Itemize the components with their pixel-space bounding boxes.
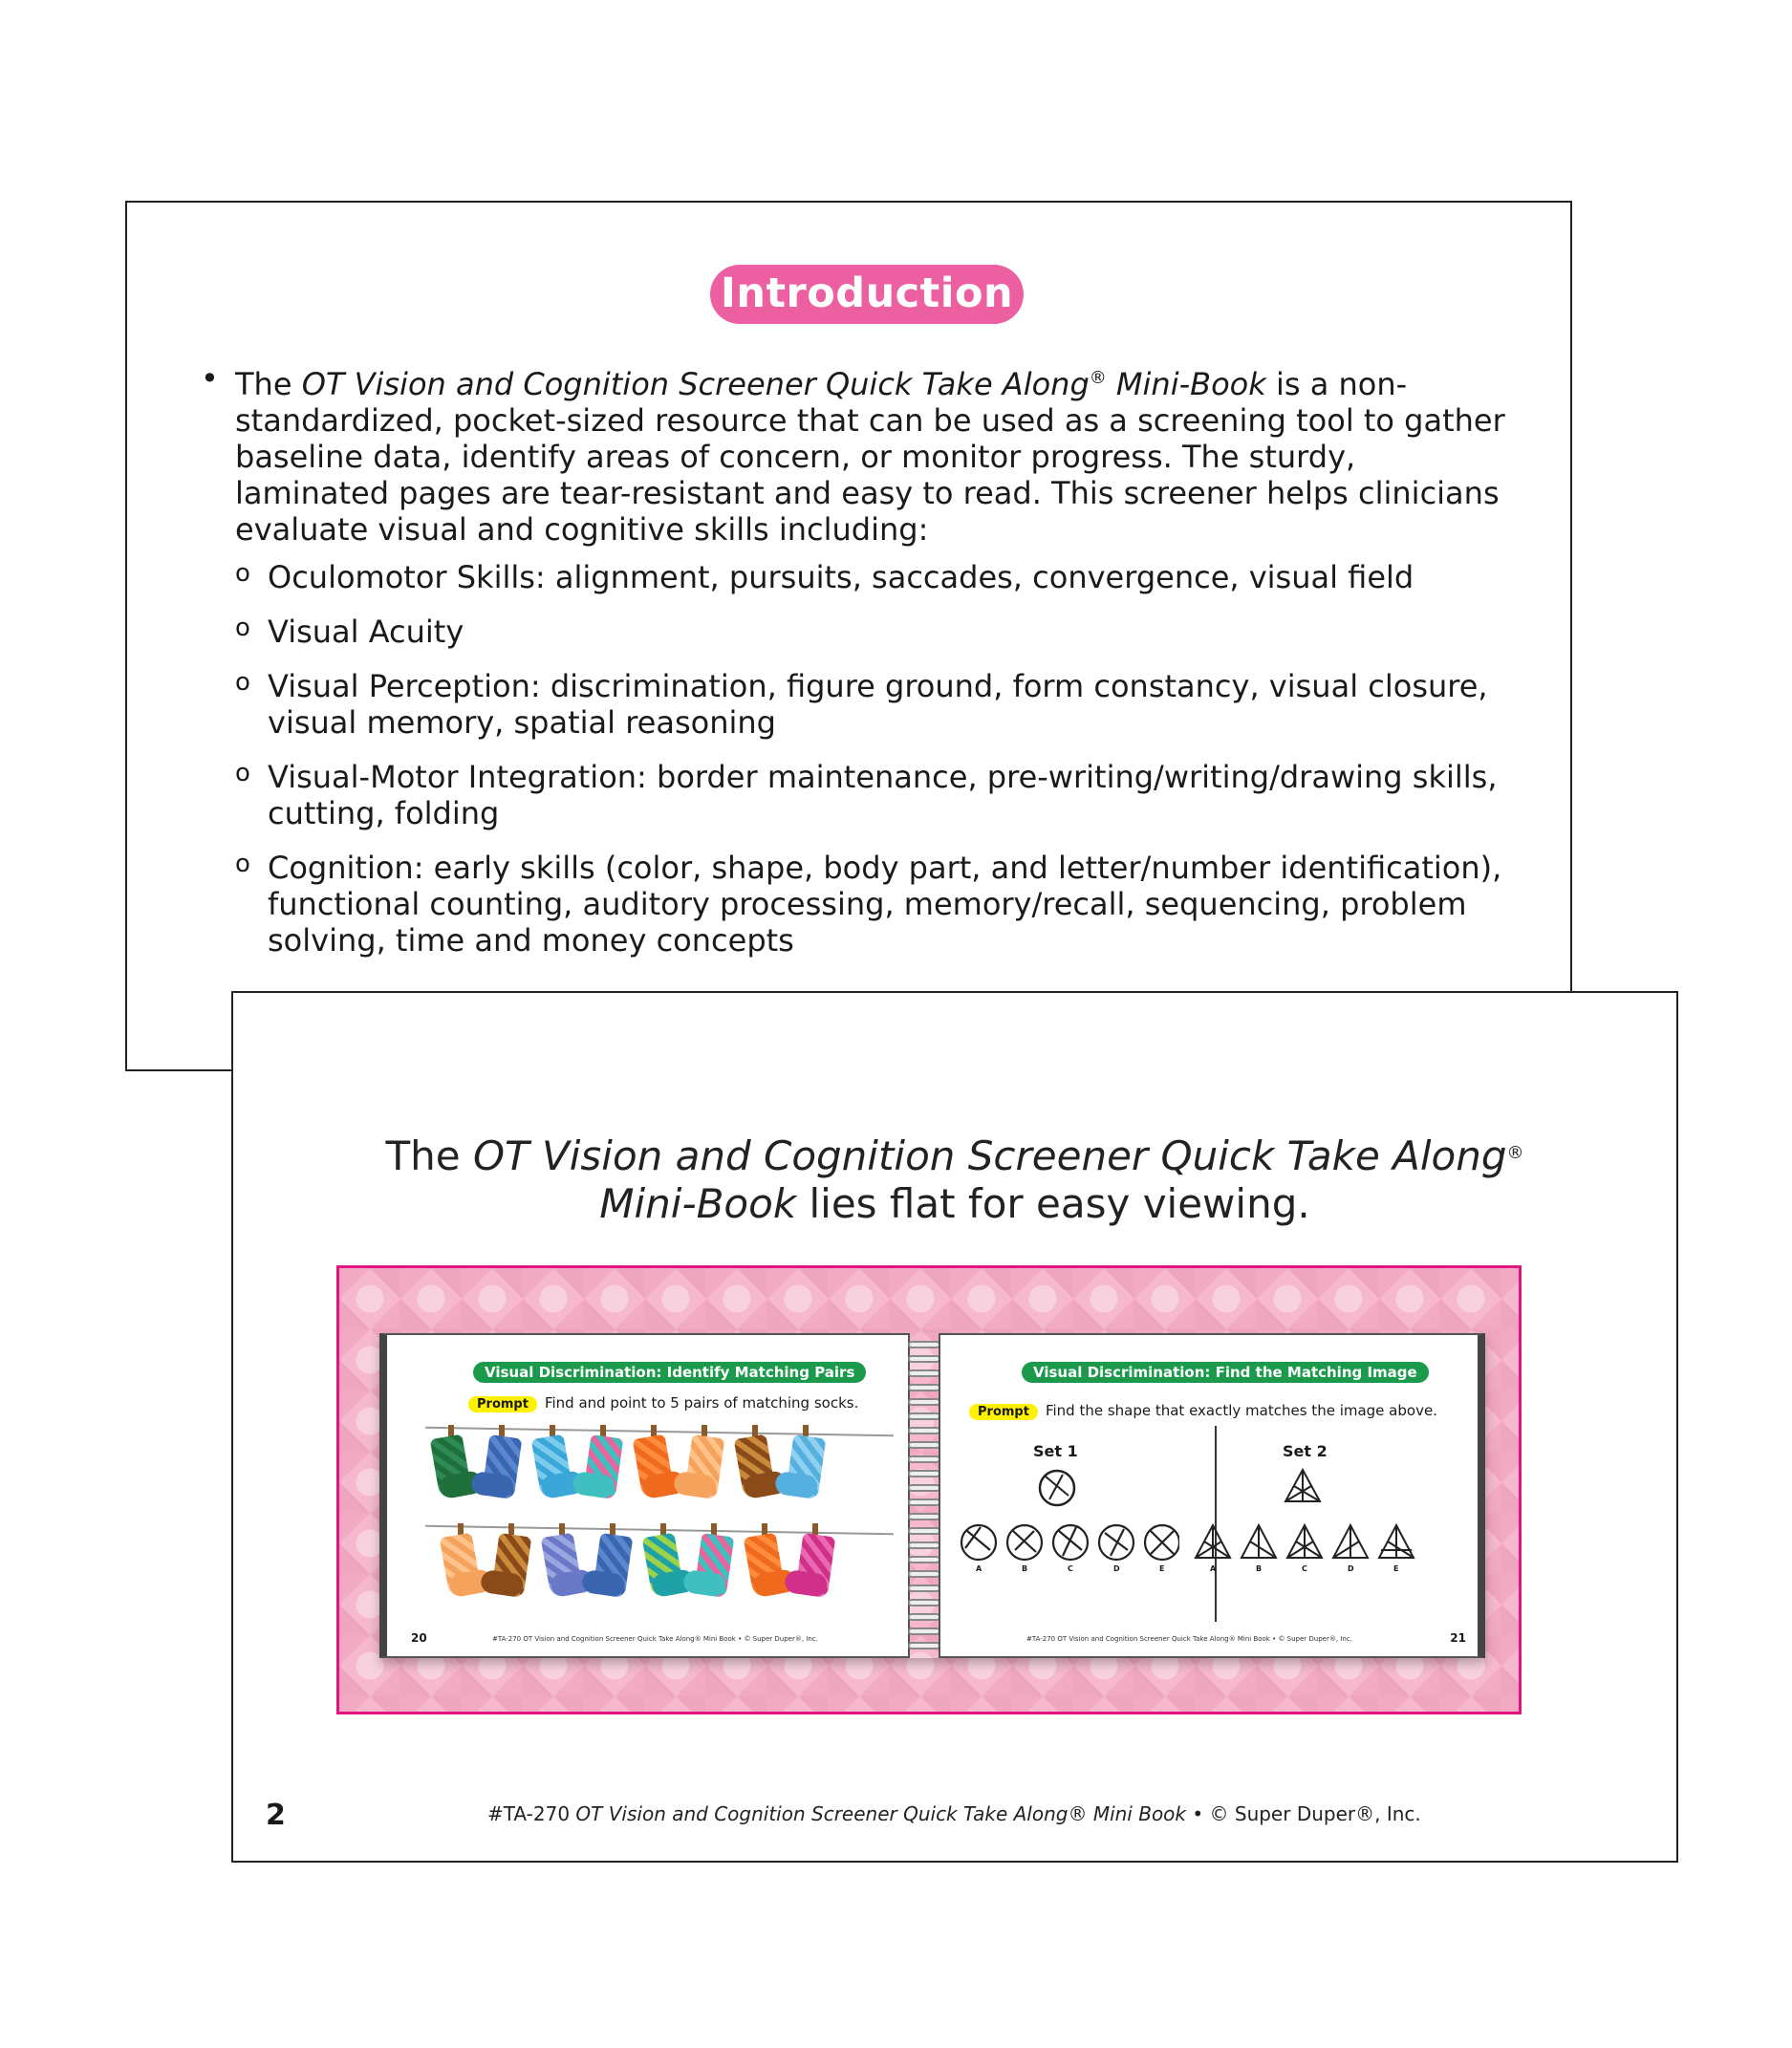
spiral-ring [908, 1455, 940, 1463]
product-title: OT Vision and Cognition Screener Quick Take Along [301, 366, 1090, 402]
sub-bullet-icon: o [235, 668, 250, 697]
option-letter: B [1022, 1564, 1028, 1573]
option-letter: C [1302, 1564, 1307, 1573]
introduction-body [201, 360, 1506, 977]
bullet-icon: • [201, 360, 219, 397]
introduction-card [125, 201, 1572, 1071]
spiral-ring [908, 1441, 940, 1449]
left-page-tag: Visual Discrimination: Identify Matching Pairs [473, 1362, 866, 1383]
option-letter: E [1393, 1564, 1399, 1573]
prompt-label: Prompt [468, 1396, 537, 1412]
feature-headline: The OT Vision and Cognition Screener Quick Take Along® Mini-Book lies flat for easy viewing. [385, 1132, 1524, 1227]
option-letter: C [1068, 1564, 1073, 1573]
set-2-options [1194, 1521, 1423, 1563]
option-letter: A [1210, 1564, 1217, 1573]
set-1-label: Set 1 [1033, 1442, 1078, 1460]
skill-item: o Visual-Motor Integration: border maintenance, pre-writing/writing/drawing skills, cutting, folding [235, 759, 1506, 831]
set-2-label: Set 2 [1283, 1442, 1328, 1460]
sub-bullet-icon: o [235, 559, 250, 588]
page-number-left: 20 [411, 1631, 427, 1645]
spiral-ring [908, 1498, 940, 1506]
right-page-footer: #TA-270 OT Vision and Cognition Screener Quick Take Along® Mini Book • © Super Duper®, Inc. [1026, 1635, 1352, 1643]
option-letter: E [1159, 1564, 1165, 1573]
spiral-ring [908, 1541, 940, 1549]
option-letter: B [1256, 1564, 1263, 1573]
sock [531, 1434, 574, 1500]
spiral-ring [908, 1628, 940, 1635]
clothesline [425, 1525, 894, 1536]
skill-item: o Cognition: early skills (color, shape, body part, and letter/number identification), functional counting, auditory processing, memory/recall, sequencing, problem solving, time and money concepts [235, 850, 1506, 959]
spiral-ring [908, 1556, 940, 1563]
book-page-right [939, 1333, 1485, 1658]
spiral-ring [908, 1384, 940, 1391]
book-page-left [379, 1333, 910, 1658]
option-letter: D [1348, 1564, 1354, 1573]
sock [491, 1533, 532, 1598]
intro-paragraph: • The OT Vision and Cognition Screener Quick Take Along® Mini-Book is a non-standardized, pocket-sized resource that can be used as a screening tool to gather baseline data, identify areas of concern, or monitor progress. The sturdy, laminated pages are tear-resistant and easy to read. This screener helps clinicians evaluate visual and cognitive skills including: [201, 360, 1505, 548]
page-number: 2 [266, 1799, 286, 1832]
sub-bullet-icon: o [235, 850, 250, 878]
sock [482, 1434, 523, 1499]
set-2-target-shape [1283, 1467, 1323, 1505]
option-letter: D [1113, 1564, 1120, 1573]
introduction-heading: Introduction [710, 265, 1024, 324]
spiral-ring [908, 1355, 940, 1363]
spiral-ring [908, 1470, 940, 1477]
spiral-ring [908, 1412, 940, 1420]
book-photo [336, 1265, 1522, 1714]
spiral-ring [908, 1513, 940, 1520]
spiral-binding [908, 1335, 940, 1656]
spiral-ring [908, 1570, 940, 1578]
skill-item: o Visual Acuity [235, 614, 1506, 650]
page-number-right: 21 [1450, 1631, 1466, 1645]
spiral-ring [908, 1427, 940, 1434]
sock [744, 1533, 787, 1599]
sock [734, 1434, 777, 1500]
sub-bullet-icon: o [235, 759, 250, 787]
spiral-ring [908, 1398, 940, 1406]
sock [684, 1434, 725, 1499]
sub-bullet-icon: o [235, 614, 250, 642]
sock [795, 1533, 836, 1598]
spiral-ring [908, 1585, 940, 1592]
right-prompt: Prompt Find the shape that exactly matches the image above. [969, 1402, 1437, 1420]
set-1-target-shape [1036, 1467, 1078, 1509]
spiral-ring [908, 1341, 940, 1348]
spiral-ring [908, 1369, 940, 1377]
sock [430, 1434, 473, 1500]
sock [583, 1434, 624, 1499]
feature-card [231, 991, 1678, 1863]
spiral-ring [908, 1484, 940, 1492]
spiral-ring [908, 1527, 940, 1535]
sock [642, 1533, 685, 1599]
sock [593, 1533, 634, 1598]
left-prompt: Prompt Find and point to 5 pairs of matching socks. [468, 1394, 858, 1412]
option-letter: A [976, 1564, 982, 1573]
spiral-ring [908, 1613, 940, 1621]
skill-item: o Visual Perception: discrimination, figure ground, form constancy, visual closure, visual memory, spatial reasoning [235, 668, 1506, 741]
set-1-options [960, 1521, 1179, 1565]
sock [694, 1533, 735, 1598]
left-page-footer: #TA-270 OT Vision and Cognition Screener Quick Take Along® Mini Book • © Super Duper®, Inc. [492, 1635, 818, 1643]
sock [633, 1434, 676, 1500]
open-mini-book [379, 1333, 1485, 1658]
spiral-ring [908, 1642, 940, 1649]
page-footer: #TA-270 OT Vision and Cognition Screener Quick Take Along® Mini Book • © Super Duper®, Inc. [487, 1802, 1421, 1825]
sock [440, 1533, 483, 1599]
skill-item: o Oculomotor Skills: alignment, pursuits, saccades, convergence, visual field [235, 559, 1506, 595]
skills-list [235, 559, 1506, 959]
sock [541, 1533, 584, 1599]
sock [786, 1434, 827, 1499]
spiral-ring [908, 1599, 940, 1606]
right-page-tag: Visual Discrimination: Find the Matching Image [1022, 1362, 1429, 1383]
prompt-label: Prompt [969, 1404, 1038, 1420]
